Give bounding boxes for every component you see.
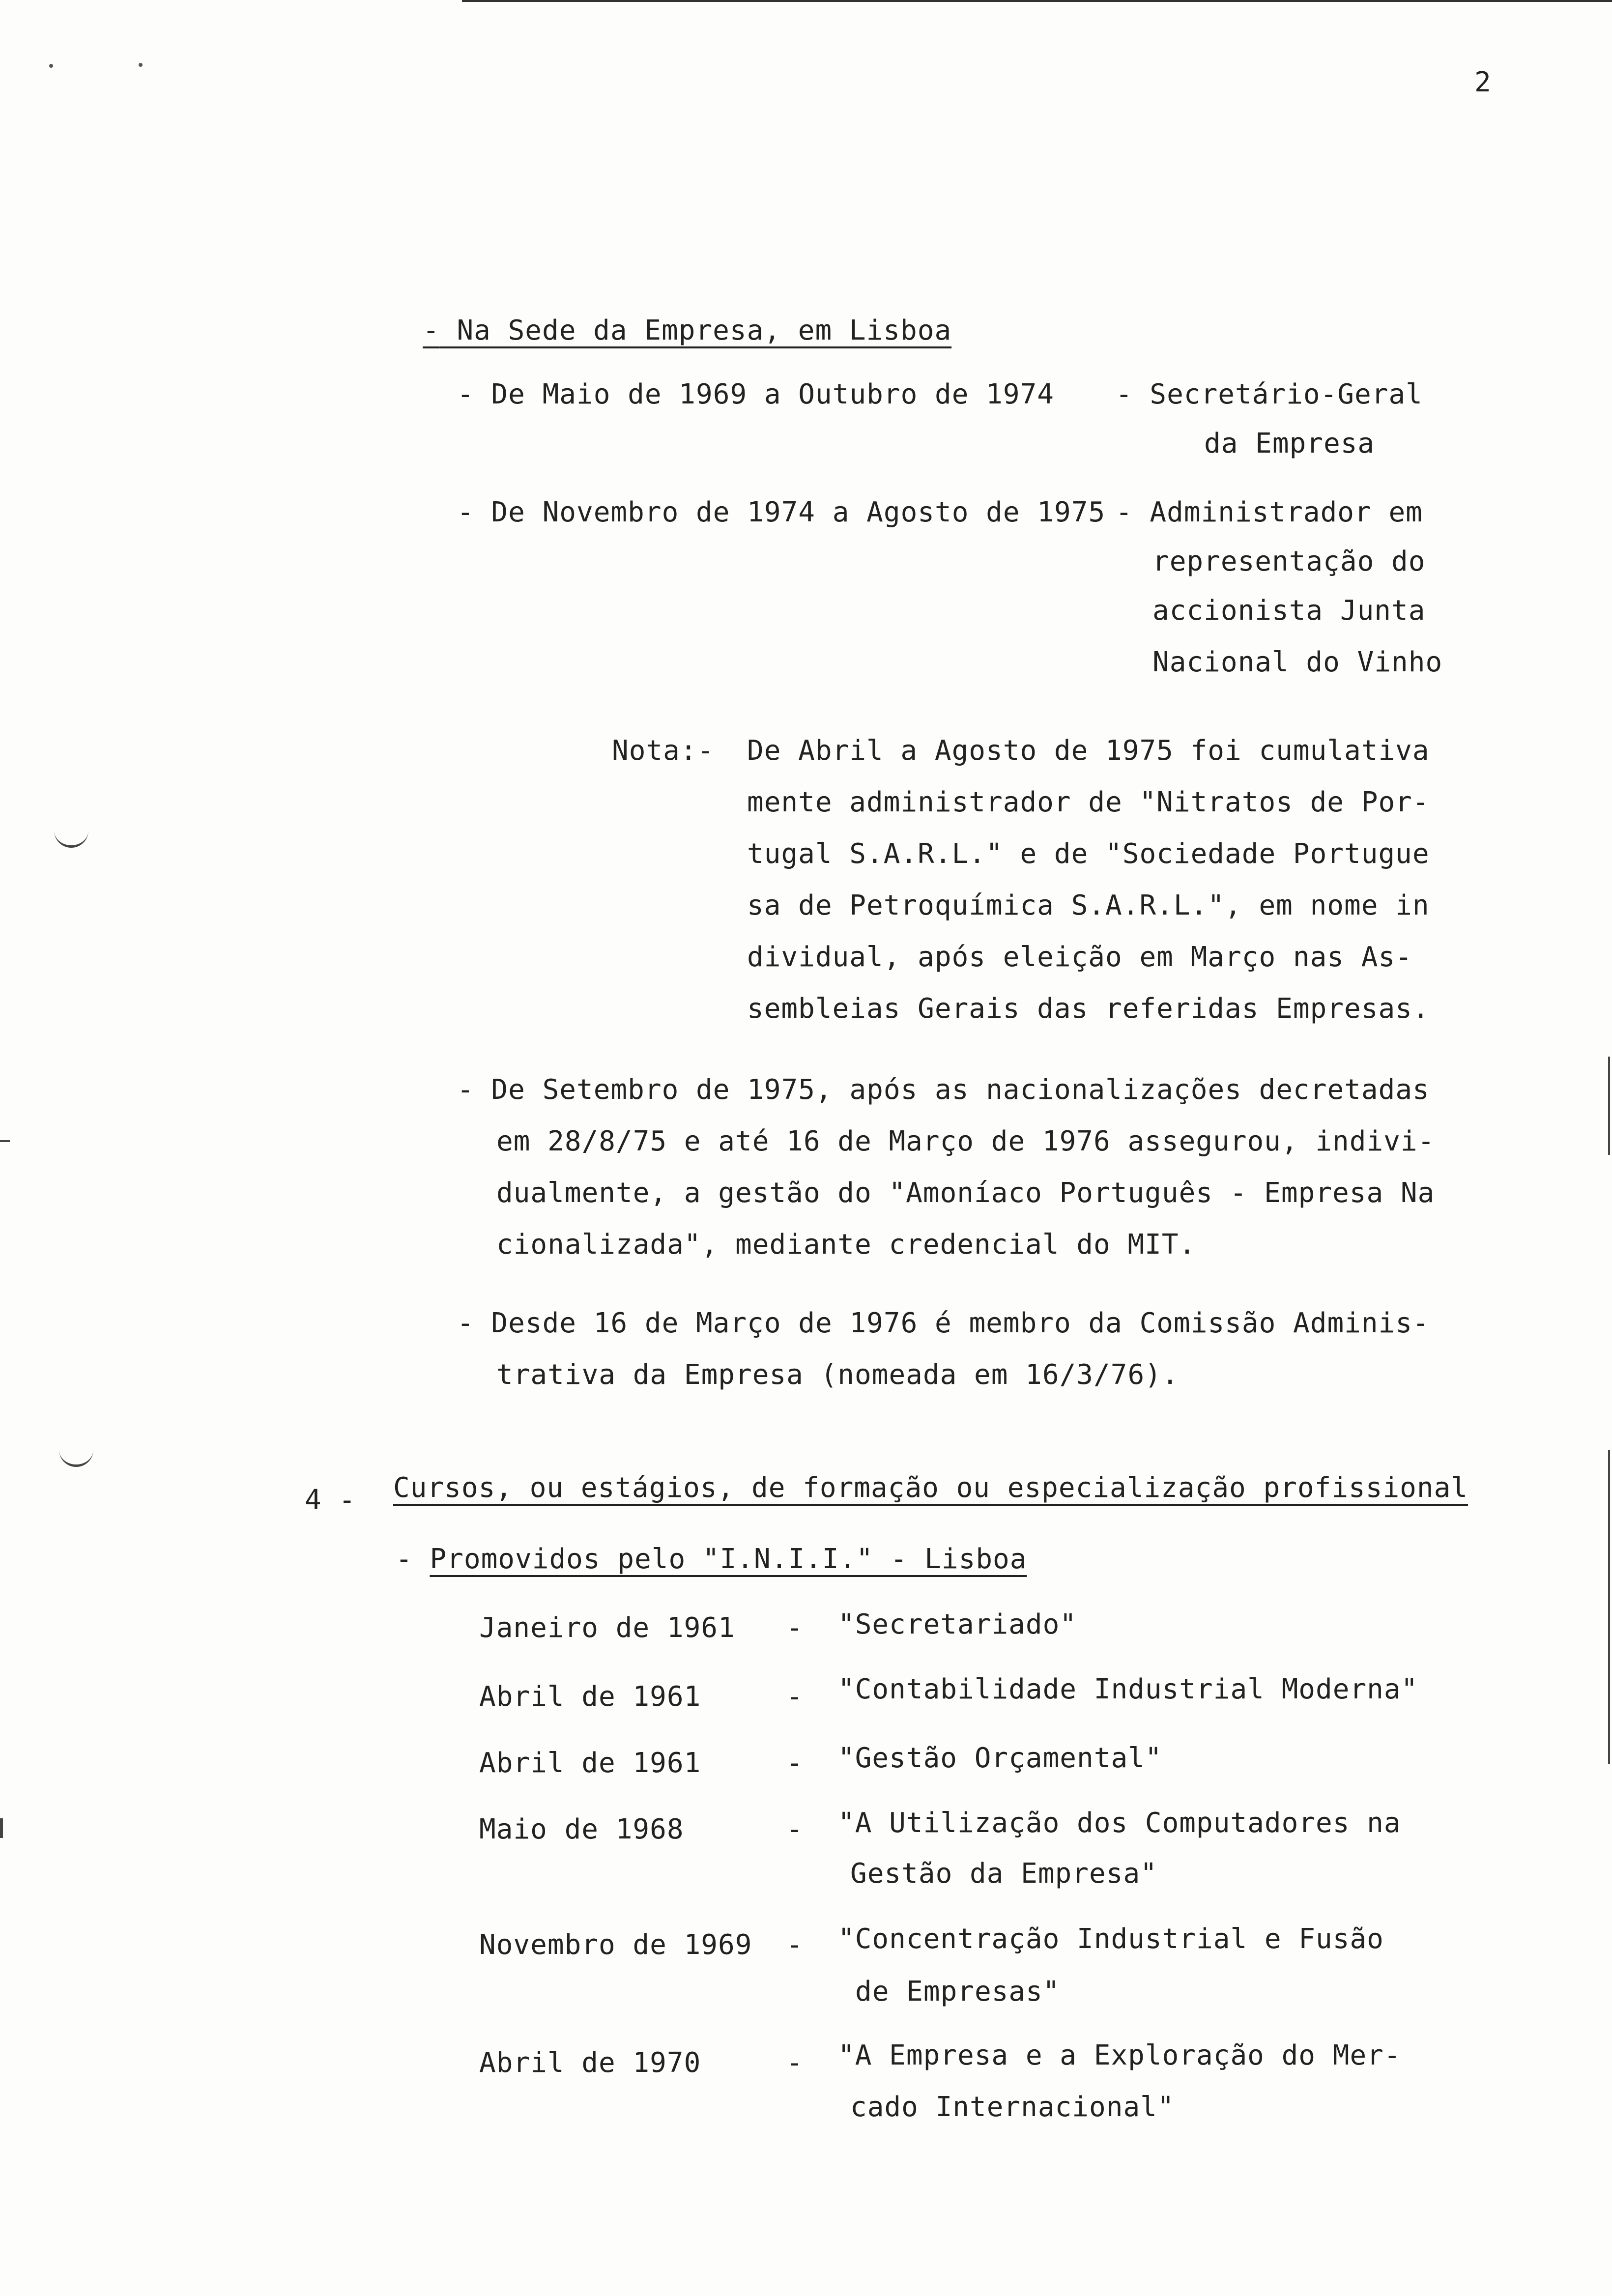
- section-heading: [423, 317, 951, 344]
- top-border-line: [462, 0, 1612, 2]
- section-number: 4 -: [305, 1484, 356, 1516]
- course-dash: -: [786, 2047, 804, 2079]
- margin-mark: [1608, 1057, 1610, 1155]
- course-title-line: de Empresas": [855, 1976, 1060, 2008]
- entry-period: - De Maio de 1969 a Outubro de 1974: [457, 378, 1055, 410]
- course-date: Abril de 1970: [479, 2047, 701, 2079]
- course-dash: -: [786, 1813, 804, 1845]
- note-line: dividual, após eleição em Março nas As-: [747, 941, 1412, 973]
- entry-role-line: accionista Junta: [1152, 595, 1426, 627]
- margin-mark: [0, 1818, 3, 1838]
- paragraph-line: - Desde 16 de Março de 1976 é membro da Comissão Adminis-: [457, 1307, 1430, 1339]
- course-dash: -: [786, 1681, 804, 1713]
- course-title-line: "Contabilidade Industrial Moderna": [838, 1673, 1418, 1705]
- course-title-line: Gestão da Empresa": [850, 1858, 1157, 1890]
- note-line: tugal S.A.R.L." e de "Sociedade Portugue: [747, 838, 1430, 870]
- margin-mark: [1608, 1450, 1610, 1764]
- course-title-line: "A Utilização dos Computadores na: [838, 1807, 1401, 1839]
- subsection-heading: [396, 1543, 1027, 1575]
- course-date: Abril de 1961: [479, 1681, 701, 1713]
- heading-text: Na Sede da Empresa, em Lisboa: [457, 315, 952, 346]
- course-title-line: "Secretariado": [838, 1608, 1077, 1640]
- margin-mark: [59, 1445, 93, 1467]
- subheading-dash: -: [396, 1543, 413, 1575]
- course-title-line: "Gestão Orçamental": [838, 1742, 1162, 1774]
- note-line: sembleias Gerais das referidas Empresas.: [747, 993, 1430, 1025]
- course-date: Novembro de 1969: [479, 1929, 752, 1961]
- course-date: Janeiro de 1961: [479, 1612, 735, 1644]
- note-label: Nota:-: [612, 735, 715, 767]
- margin-mark: [49, 64, 53, 68]
- heading-dash: -: [423, 315, 440, 346]
- course-date: Maio de 1968: [479, 1813, 684, 1845]
- entry-role-line: - Secretário-Geral: [1116, 378, 1423, 410]
- entry-period: - De Novembro de 1974 a Agosto de 1975: [457, 496, 1106, 528]
- paragraph-line: trativa da Empresa (nomeada em 16/3/76).: [496, 1359, 1179, 1391]
- paragraph-line: cionalizada", mediante credencial do MIT.: [496, 1229, 1196, 1261]
- note-line: sa de Petroquímica S.A.R.L.", em nome in: [747, 890, 1430, 921]
- course-dash: -: [786, 1747, 804, 1779]
- entry-role-line: da Empresa: [1204, 428, 1375, 459]
- note-line: mente administrador de "Nitratos de Por-: [747, 786, 1430, 818]
- margin-mark: [0, 1140, 10, 1142]
- margin-mark: [54, 826, 88, 848]
- course-date: Abril de 1961: [479, 1747, 701, 1779]
- subheading-text: Promovidos pelo "I.N.I.I." - Lisboa: [430, 1543, 1027, 1575]
- course-title-line: "A Empresa e a Exploração do Mer-: [838, 2039, 1401, 2071]
- course-dash: -: [786, 1929, 804, 1961]
- entry-role-line: Nacional do Vinho: [1152, 646, 1443, 678]
- paragraph-line: dualmente, a gestão do "Amoníaco Português - Empresa Na: [496, 1177, 1435, 1209]
- note-line: De Abril a Agosto de 1975 foi cumulativa: [747, 735, 1430, 767]
- page-number: 2: [1474, 66, 1492, 98]
- margin-mark: [139, 63, 143, 67]
- course-title-line: "Concentração Industrial e Fusão: [838, 1923, 1384, 1955]
- course-title-line: cado Internacional": [850, 2091, 1175, 2123]
- paragraph-line: em 28/8/75 e até 16 de Março de 1976 assegurou, indivi-: [496, 1125, 1435, 1157]
- section-heading: Cursos, ou estágios, de formação ou especialização profissional: [393, 1472, 1468, 1504]
- paragraph-line: - De Setembro de 1975, após as nacionalizações decretadas: [457, 1074, 1430, 1106]
- entry-role-line: - Administrador em: [1116, 496, 1423, 528]
- course-dash: -: [786, 1612, 804, 1644]
- entry-role-line: representação do: [1152, 545, 1426, 577]
